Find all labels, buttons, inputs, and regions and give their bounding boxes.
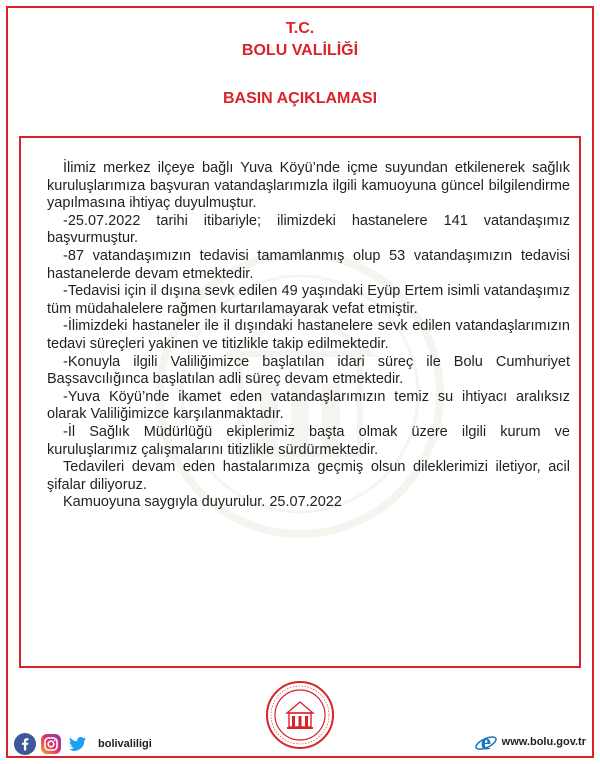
website-url[interactable]: www.bolu.gov.tr <box>501 736 586 748</box>
letterhead <box>0 18 600 110</box>
header-tc: T.C. <box>285 20 315 37</box>
statement-paragraph: -İlimizdeki hastaneler ile il dışındaki hastanelere sevk edilen vatandaşlarımızın tedavi süreçleri yakinen ve titizlikle takip edilmektedir. <box>47 318 570 352</box>
statement-body <box>47 160 570 512</box>
statement-paragraph: Tedavileri devam eden hastalarımıza geçmiş olsun dileklerimizi iletiyor, acil şifalar diliyoruz. <box>47 459 570 493</box>
website-link[interactable] <box>474 730 586 754</box>
twitter-icon[interactable] <box>66 733 88 755</box>
instagram-icon[interactable] <box>40 733 62 755</box>
statement-paragraph: Kamuoyuna saygıyla duyurulur. 25.07.2022 <box>63 494 342 511</box>
statement-paragraph: -Tedavisi için il dışına sevk edilen 49 yaşındaki Eyüp Ertem isimli vatandaşımız tüm müdahalelere rağmen kurtarılamayarak vefat etmiştir. <box>47 283 570 317</box>
header-institution: BOLU VALİLİĞİ <box>241 42 359 59</box>
statement-paragraph: İlimiz merkez ilçeye bağlı Yuva Köyü’nde içme suyundan etkilenerek sağlık kuruluşlarımıza başvuran vatandaşlarımızla ilgili kamuoyuna güncel bilgilendirme yapılmasına ihtiyaç duyulmuştur. <box>47 160 570 212</box>
governorship-seal-icon <box>265 680 335 750</box>
statement-paragraph: -25.07.2022 tarihi itibariyle; ilimizdeki hastanelere 141 vatandaşımız başvurmuştur. <box>47 212 570 247</box>
svg-text:e: e <box>480 730 491 754</box>
page-title: BASIN AÇIKLAMASI <box>222 90 378 107</box>
statement-paragraph: -Yuva Köyü’nde ikamet eden vatandaşlarımızın temiz su ihtiyacı aralıksız olarak Valiliğimizce karşılanmaktadır. <box>47 388 570 423</box>
statement-paragraph: -Konuyla ilgili Valiliğimizce başlatılan idari süreç ile Bolu Cumhuriyet Başsavcılığınca başlatılan adli süreç devam etmektedir. <box>47 353 570 388</box>
internet-explorer-icon <box>474 730 498 754</box>
statement-paragraph: -87 vatandaşımızın tedavisi tamamlanmış olup 53 vatandaşımızın tedavisi hastanelerde devam etmektedir. <box>47 247 570 282</box>
statement-paragraph: -İl Sağlık Müdürlüğü ekiplerimiz başta olmak üzere ilgili kurum ve kuruluşlarımız çalışmalarını titizlikle sürdürmektedir. <box>47 423 570 458</box>
facebook-icon[interactable] <box>14 733 36 755</box>
social-handle[interactable]: bolivaliligi <box>98 738 152 750</box>
social-links <box>14 733 152 755</box>
